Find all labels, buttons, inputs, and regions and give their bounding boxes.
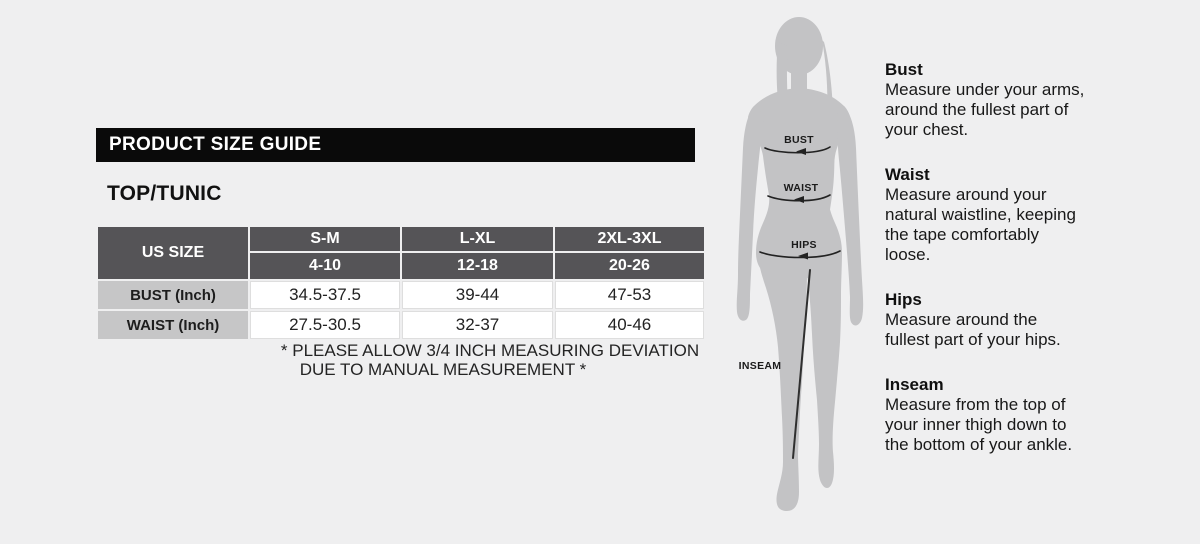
female-silhouette-icon <box>718 12 888 512</box>
body-measurement-diagram <box>718 12 888 512</box>
instruction-line: the bottom of your ankle. <box>885 435 1073 454</box>
instruction-section-hips <box>885 290 1105 350</box>
table-row-waist <box>98 311 704 339</box>
waist-value-sm: 27.5-30.5 <box>250 311 400 339</box>
measuring-deviation-note <box>240 341 740 379</box>
instruction-section-inseam <box>885 375 1105 455</box>
instruction-line: the tape comfortably <box>885 225 1040 244</box>
page-title: PRODUCT SIZE GUIDE <box>109 134 322 155</box>
note-line-2: DUE TO MANUAL MEASUREMENT * <box>299 360 587 379</box>
hips-figure-label: HIPS <box>791 239 817 251</box>
instruction-line: Measure under your arms, <box>885 80 1085 99</box>
note-line-1: * PLEASE ALLOW 3/4 INCH MEASURING DEVIATION <box>280 341 700 360</box>
size-col-header-sm: S-M <box>250 227 400 251</box>
table-row-bust <box>98 281 704 309</box>
instruction-line: natural waistline, keeping <box>885 205 1076 224</box>
waist-value-lxl: 32-37 <box>402 311 553 339</box>
us-range-2xl3xl: 20-26 <box>555 253 704 279</box>
bust-value-sm: 34.5-37.5 <box>250 281 400 309</box>
waist-figure-label: WAIST <box>783 182 819 194</box>
instruction-title: Bust <box>885 60 923 79</box>
instruction-line: your inner thigh down to <box>885 415 1067 434</box>
instruction-line: fullest part of your hips. <box>885 330 1061 349</box>
instruction-line: around the fullest part of <box>885 100 1069 119</box>
bust-figure-label: BUST <box>784 134 814 146</box>
garment-type-heading: TOP/TUNIC <box>107 182 222 205</box>
instruction-line: your chest. <box>885 120 969 139</box>
inseam-figure-label: INSEAM <box>738 360 782 372</box>
instruction-line: Measure around the <box>885 310 1038 329</box>
measuring-instructions <box>885 60 1105 480</box>
instruction-title: Waist <box>885 165 930 184</box>
size-col-header-lxl: L-XL <box>402 227 553 251</box>
waist-row-label: WAIST (Inch) <box>98 311 248 339</box>
us-range-lxl: 12-18 <box>402 253 553 279</box>
instruction-title: Inseam <box>885 375 944 394</box>
size-col-header-2xl3xl: 2XL-3XL <box>555 227 704 251</box>
bust-value-lxl: 39-44 <box>402 281 553 309</box>
bust-value-2xl3xl: 47-53 <box>555 281 704 309</box>
instruction-line: Measure from the top of <box>885 395 1066 414</box>
us-range-sm: 4-10 <box>250 253 400 279</box>
us-size-corner-header: US SIZE <box>98 227 248 279</box>
instruction-line: Measure around your <box>885 185 1047 204</box>
instruction-section-waist <box>885 165 1105 265</box>
size-table <box>96 225 706 341</box>
instruction-title: Hips <box>885 290 922 309</box>
waist-value-2xl3xl: 40-46 <box>555 311 704 339</box>
instruction-section-bust <box>885 60 1105 140</box>
page-title-bar <box>96 128 695 162</box>
instruction-line: loose. <box>885 245 931 264</box>
bust-row-label: BUST (Inch) <box>98 281 248 309</box>
